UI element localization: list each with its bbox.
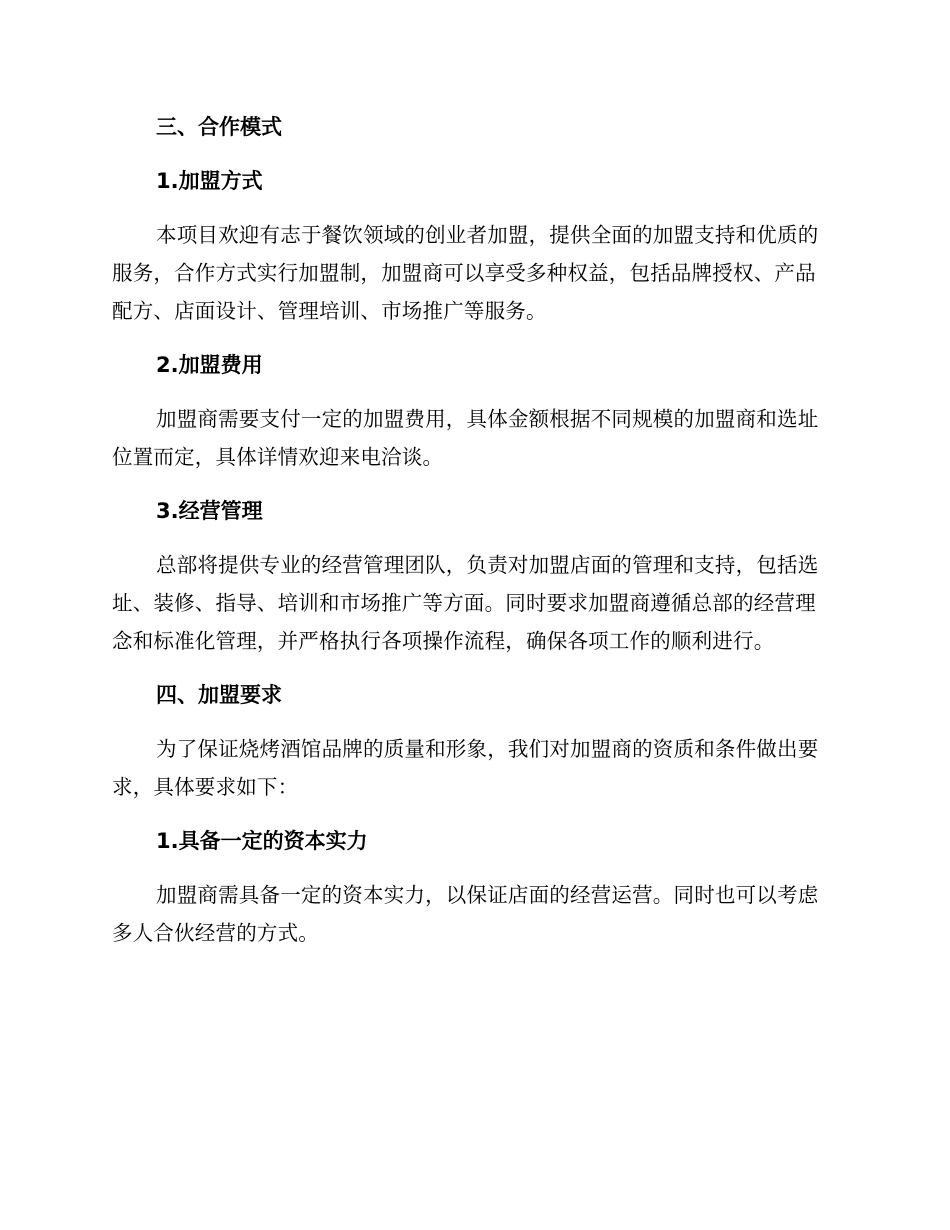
subheading-operations-management: 3.经营管理 [156,499,263,523]
subheading-franchise-method: 1.加盟方式 [156,169,263,193]
document-body [112,108,832,968]
paragraph-requirements-intro: 为了保证烧烤酒馆品牌的质量和形象，我们对加盟商的资质和条件做出要求，具体要求如下： [112,737,819,799]
paragraph-operations-management: 总部将提供专业的经营管理团队，负责对加盟店面的管理和支持，包括选址、装修、指导、培训和市场推广等方面。同时要求加盟商遵循总部的经营理念和标准化管理，并严格执行各项操作流程，确保各项工作的顺利进行。 [112,553,819,653]
section-heading-cooperation-mode: 三、合作模式 [156,115,282,139]
section-heading-franchise-requirements: 四、加盟要求 [156,683,282,707]
subheading-franchise-fee: 2.加盟费用 [156,353,263,377]
paragraph-franchise-fee: 加盟商需要支付一定的加盟费用，具体金额根据不同规模的加盟商和选址位置而定，具体详情欢迎来电洽谈。 [112,407,819,469]
subheading-capital-strength: 1.具备一定的资本实力 [156,829,368,853]
paragraph-franchise-method: 本项目欢迎有志于餐饮领域的创业者加盟，提供全面的加盟支持和优质的服务，合作方式实行加盟制，加盟商可以享受多种权益，包括品牌授权、产品配方、店面设计、管理培训、市场推广等服务。 [112,223,819,323]
paragraph-capital-strength: 加盟商需具备一定的资本实力，以保证店面的经营运营。同时也可以考虑多人合伙经营的方式。 [112,883,819,945]
